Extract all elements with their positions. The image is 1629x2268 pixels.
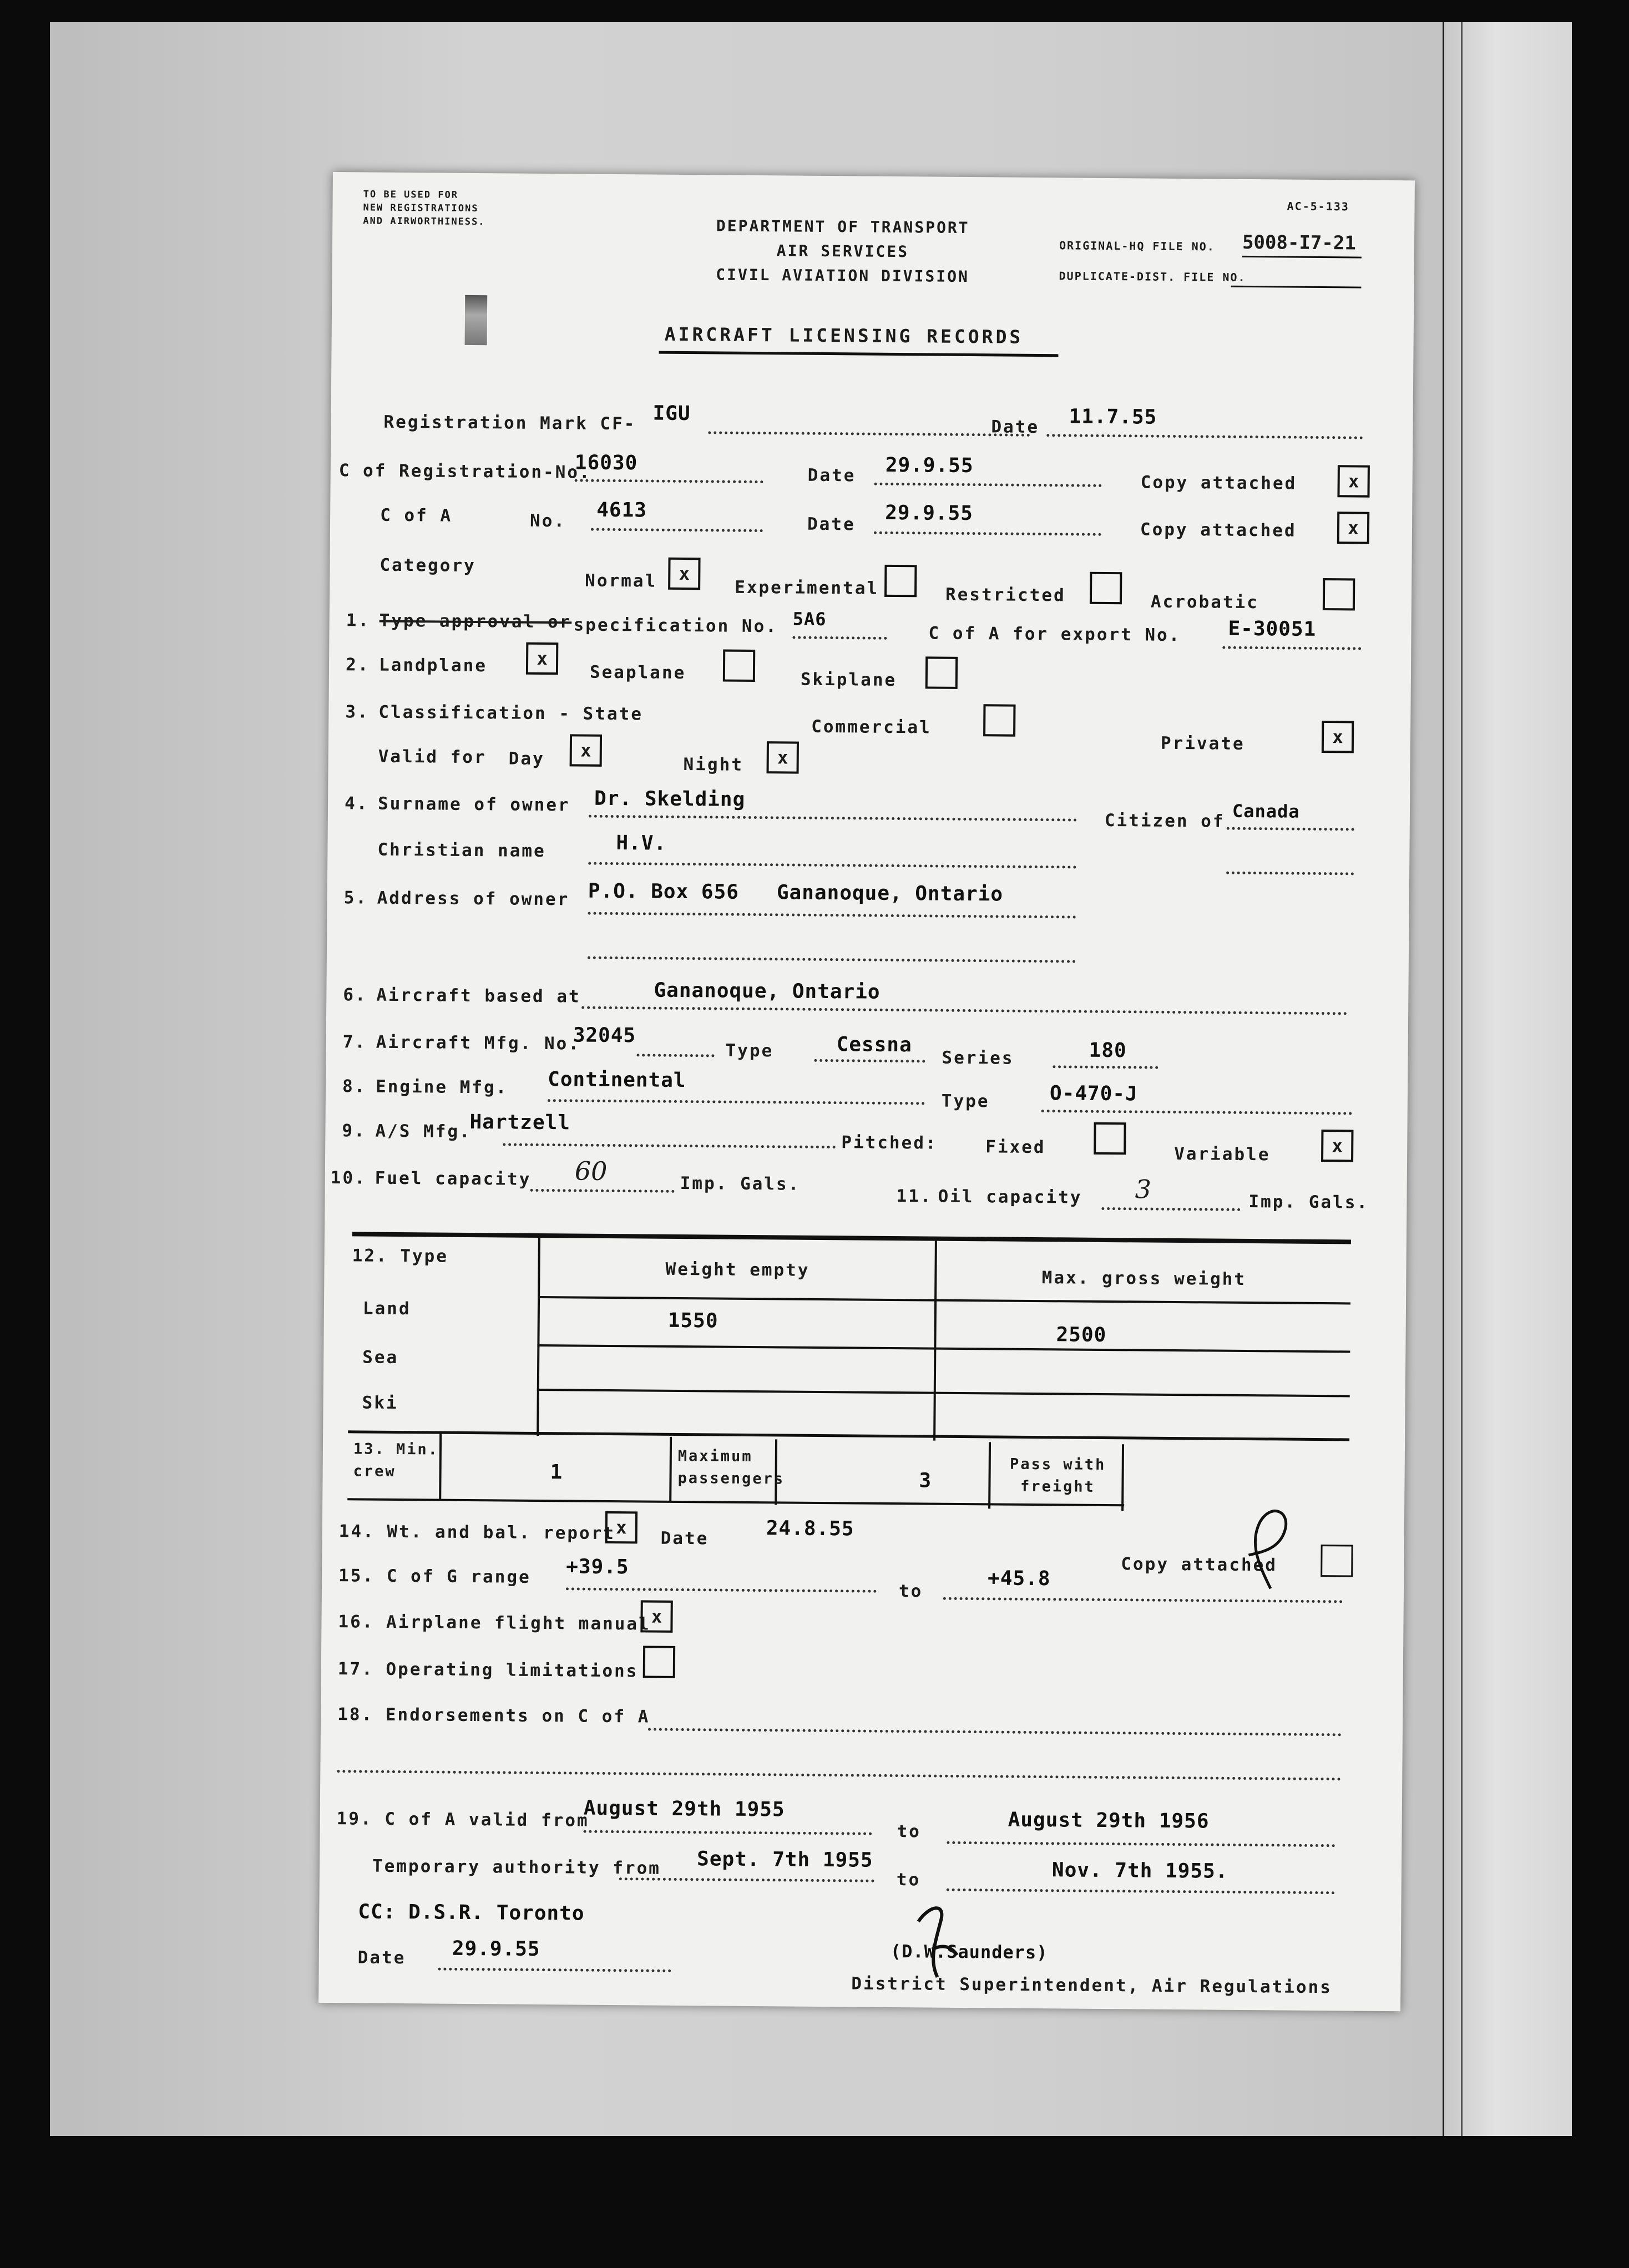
- fuel-capacity-label: Fuel capacity: [375, 1168, 532, 1189]
- engine-type-dots: [1041, 1110, 1352, 1115]
- pitch-variable-checkbox[interactable]: [1321, 1130, 1353, 1162]
- coa-copy-attached-label: Copy attached: [1140, 519, 1297, 541]
- item-9-number: 9.: [342, 1121, 366, 1141]
- dept-line-2: AIR SERVICES: [776, 241, 909, 261]
- orig-file-value: 5008-I7-21: [1242, 231, 1356, 255]
- category-acrobatic-label: Acrobatic: [1150, 591, 1259, 613]
- engine-mfg-value: Continental: [548, 1068, 686, 1092]
- category-normal-checkbox[interactable]: [668, 558, 700, 590]
- cor-copy-attached-checkbox[interactable]: [1337, 465, 1369, 497]
- engine-type-value: O-470-J: [1049, 1082, 1138, 1106]
- classification-label: Classification - State: [378, 702, 644, 725]
- cor-date-dots: [874, 483, 1102, 487]
- category-restricted-checkbox[interactable]: [1090, 572, 1122, 604]
- item-10-number: 10.: [330, 1168, 367, 1188]
- orig-file-underline: [1242, 256, 1362, 259]
- reg-date-dots: [1046, 434, 1363, 439]
- oil-capacity-dots: [1101, 1207, 1240, 1211]
- wt-bal-date-label: Date: [660, 1528, 709, 1549]
- clip-mark: [465, 295, 488, 345]
- header-note-line-1: TO BE USED FOR: [363, 189, 459, 201]
- based-at-value: Gananoque, Ontario: [654, 979, 881, 1004]
- skiplane-label: Skiplane: [800, 669, 897, 691]
- signer-name: (D.W.Saunders): [890, 1940, 1048, 1963]
- engine-mfg-dots: [548, 1099, 925, 1105]
- orig-file-label: ORIGINAL-HQ FILE NO.: [1059, 239, 1215, 254]
- item-1-number: 1.: [346, 610, 371, 631]
- check-mark: x: [777, 747, 788, 768]
- category-label: Category: [380, 555, 476, 576]
- cg-range-label: 15. C of G range: [338, 1566, 531, 1587]
- as-mfg-dots: [503, 1143, 836, 1148]
- cor-no-dots: [575, 479, 763, 483]
- coa-no-label: No.: [529, 510, 566, 531]
- based-at-dots: [581, 1006, 1347, 1015]
- category-acrobatic-checkbox[interactable]: [1323, 578, 1355, 610]
- coa-date-value: 29.9.55: [885, 501, 974, 525]
- as-mfg-value: Hartzell: [469, 1110, 571, 1135]
- crew-divider-2: [669, 1437, 672, 1502]
- reg-mark-dots: [708, 431, 1030, 437]
- spec-no-label: specification No.: [573, 615, 778, 637]
- check-mark: x: [616, 1517, 627, 1538]
- check-mark: x: [1332, 1135, 1343, 1157]
- coa-date-label: Date: [807, 514, 856, 535]
- coa-valid-from-label: 19. C of A valid from: [336, 1809, 589, 1831]
- header-note: [363, 188, 485, 229]
- engine-type-label: Type: [941, 1091, 990, 1112]
- item-2-number: 2.: [345, 655, 370, 675]
- coa-date-dots: [874, 531, 1101, 536]
- christian-name-value: H.V.: [616, 832, 667, 855]
- min-crew-value: 1: [550, 1461, 563, 1484]
- series-value: 180: [1089, 1039, 1127, 1062]
- adjacent-binder-edge: [1443, 22, 1572, 2136]
- cg-range-to: +45.8: [987, 1567, 1051, 1591]
- landplane-checkbox[interactable]: [526, 642, 558, 675]
- address-dots-1: [588, 912, 1076, 919]
- weights-row-land-gross: 2500: [1056, 1323, 1107, 1347]
- licensing-record-card: [318, 172, 1415, 2011]
- weight-empty-header: Weight empty: [665, 1259, 810, 1280]
- form-number: AC-5-133: [1287, 199, 1349, 214]
- form-title: AIRCRAFT LICENSING RECORDS: [664, 323, 1024, 348]
- crew-bottom-rule: [347, 1498, 1124, 1506]
- reg-date-label: Date: [991, 417, 1040, 438]
- wt-bal-copy-attached-checkbox[interactable]: [1321, 1545, 1353, 1577]
- citizen-dots: [1227, 827, 1354, 831]
- spec-no-value: 5A6: [792, 608, 827, 630]
- series-label: Series: [942, 1047, 1014, 1069]
- weights-row-land-empty: 1550: [667, 1309, 719, 1333]
- wt-bal-report-label: 14. Wt. and bal. report: [338, 1521, 616, 1544]
- weights-row-land-type: Land: [362, 1298, 411, 1319]
- item-1-struck-text: Type approval or: [379, 610, 572, 632]
- dept-line-1: DEPARTMENT OF TRANSPORT: [716, 216, 970, 237]
- check-mark: x: [1348, 470, 1359, 492]
- commercial-checkbox[interactable]: [983, 704, 1015, 736]
- fuel-capacity-value: 60: [574, 1156, 608, 1186]
- aircraft-type-label: Type: [725, 1040, 774, 1061]
- temp-from-dots: [619, 1877, 874, 1882]
- reg-mark-value: IGU: [652, 402, 691, 426]
- check-mark: x: [580, 740, 591, 761]
- department-heading: [687, 214, 998, 289]
- cor-date-label: Date: [807, 465, 856, 486]
- endorsements-label: 18. Endorsements on C of A: [337, 1704, 650, 1727]
- address-label: Address of owner: [377, 888, 570, 910]
- private-checkbox[interactable]: [1322, 721, 1354, 753]
- oil-imp-gals: Imp. Gals.: [1248, 1192, 1369, 1213]
- signer-title: District Superintendent, Air Regulations: [851, 1973, 1333, 1998]
- max-passengers-label: Maximum passengers: [677, 1447, 785, 1488]
- cc-distribution: CC: D.S.R. Toronto: [358, 1900, 585, 1925]
- pitched-label: Pitched:: [841, 1132, 938, 1153]
- weights-table-bottom-rule: [348, 1430, 1349, 1441]
- reg-date-value: 11.7.55: [1069, 405, 1157, 429]
- citizen-label: Citizen of: [1104, 810, 1225, 832]
- category-restricted-label: Restricted: [945, 584, 1066, 606]
- title-underline: [659, 351, 1058, 357]
- min-crew-label: 13. Min. crew: [353, 1440, 439, 1480]
- endorsements-dots-1: [648, 1728, 1342, 1737]
- fuel-imp-gals: Imp. Gals.: [680, 1173, 801, 1194]
- cor-copy-attached-label: Copy attached: [1140, 472, 1297, 494]
- cg-to-dots: [943, 1597, 1343, 1603]
- wt-bal-copy-attached-label: Copy attached: [1121, 1554, 1278, 1576]
- series-dots: [1053, 1065, 1158, 1069]
- coa-label: C of A: [380, 505, 453, 526]
- max-passengers-value: 3: [919, 1469, 932, 1492]
- seaplane-label: Seaplane: [589, 662, 686, 684]
- item-7-number: 7.: [342, 1032, 367, 1052]
- mfg-no-dots: [636, 1054, 714, 1057]
- commercial-label: Commercial: [811, 716, 932, 738]
- surname-value: Dr. Skelding: [594, 787, 746, 811]
- temp-to-dots: [947, 1889, 1335, 1894]
- max-gross-weight-header: Max. gross weight: [1041, 1268, 1247, 1289]
- coa-copy-attached-checkbox[interactable]: [1337, 512, 1369, 544]
- export-coa-value: E-30051: [1228, 617, 1317, 641]
- cor-date-value: 29.9.55: [885, 453, 974, 478]
- temp-authority-to: Nov. 7th 1955.: [1051, 1859, 1228, 1883]
- flight-manual-label: 16. Airplane flight manual: [338, 1612, 651, 1634]
- christian-name-label: Christian name: [377, 839, 546, 862]
- pass-with-freight-label: Pass with freight: [1009, 1455, 1106, 1496]
- valid-for-label: Valid for: [378, 746, 487, 768]
- weights-row-rule-1: [537, 1344, 1350, 1353]
- coa-valid-to-label: to: [897, 1821, 922, 1842]
- weights-row-rule-2: [537, 1389, 1350, 1398]
- category-normal-label: Normal: [585, 570, 657, 591]
- seaplane-checkbox[interactable]: [723, 650, 755, 682]
- landplane-label: Landplane: [378, 655, 488, 676]
- dup-file-underline: [1231, 286, 1361, 288]
- weights-type-header: 12. Type: [352, 1246, 449, 1267]
- christian-name-dots: [588, 862, 1076, 869]
- item-5-number: 5.: [343, 888, 368, 908]
- cg-range-from: +39.5: [566, 1555, 629, 1579]
- cor-label: C of Registration-No.: [338, 460, 591, 483]
- operating-limitations-checkbox[interactable]: [643, 1646, 675, 1678]
- check-mark: x: [537, 647, 548, 670]
- pitch-fixed-checkbox[interactable]: [1094, 1122, 1126, 1155]
- surname-label: Surname of owner: [377, 793, 570, 816]
- night-checkbox[interactable]: [767, 741, 799, 773]
- aircraft-type-dots: [814, 1059, 925, 1063]
- dup-file-label: DUPLICATE-DIST. FILE NO.: [1059, 269, 1246, 284]
- item-11-number: 11.: [896, 1186, 933, 1207]
- engine-mfg-label: Engine Mfg.: [375, 1076, 508, 1098]
- header-note-line-3: AND AIRWORTHINESS.: [363, 215, 485, 228]
- handwritten-tick-mark: [1237, 1500, 1299, 1594]
- temp-authority-label: Temporary authority from: [372, 1856, 661, 1879]
- footer-date-dots: [438, 1968, 671, 1972]
- surname-dots: [589, 815, 1077, 822]
- item-3-number: 3.: [345, 702, 370, 722]
- aircraft-type-value: Cessna: [836, 1033, 912, 1057]
- check-mark: x: [679, 563, 690, 585]
- export-coa-label: C of A for export No.: [928, 623, 1181, 646]
- export-coa-dots: [1222, 646, 1361, 650]
- crew-divider-4: [988, 1442, 991, 1508]
- as-mfg-label: A/S Mfg.: [375, 1121, 472, 1142]
- dept-line-3: CIVIL AVIATION DIVISION: [716, 265, 970, 286]
- fuel-capacity-dots: [530, 1189, 675, 1193]
- endorsements-dots-2: [337, 1770, 1341, 1780]
- private-label: Private: [1160, 733, 1245, 754]
- weights-header-rule: [538, 1296, 1350, 1305]
- cg-to-label: to: [898, 1581, 923, 1602]
- footer-date-label: Date: [357, 1947, 406, 1968]
- coa-valid-from-value: August 29th 1955: [583, 1796, 785, 1821]
- weights-row-sea-type: Sea: [362, 1347, 399, 1368]
- check-mark: x: [651, 1606, 662, 1627]
- temp-authority-to-label: to: [896, 1870, 921, 1890]
- item-6-number: 6.: [343, 985, 367, 1005]
- weights-table-divider-1: [537, 1236, 540, 1436]
- pitch-fixed-label: Fixed: [985, 1137, 1046, 1158]
- weights-table-top-rule: [352, 1232, 1351, 1244]
- address-dots-2: [588, 956, 1076, 963]
- coa-no-dots: [591, 528, 763, 532]
- footer-date-value: 29.9.55: [452, 1937, 540, 1961]
- temp-authority-from: Sept. 7th 1955: [696, 1847, 873, 1872]
- wt-bal-date-value: 24.8.55: [766, 1517, 854, 1541]
- night-label: Night: [683, 754, 744, 775]
- header-note-line-2: NEW REGISTRATIONS: [363, 202, 479, 215]
- skiplane-checkbox[interactable]: [925, 656, 958, 688]
- category-experimental-label: Experimental: [735, 577, 879, 599]
- flight-manual-checkbox[interactable]: [640, 1600, 672, 1632]
- oil-capacity-label: Oil capacity: [938, 1186, 1082, 1208]
- item-4-number: 4.: [344, 793, 369, 814]
- valid-to-dots: [947, 1841, 1335, 1847]
- coa-valid-to-value: August 29th 1956: [1008, 1808, 1210, 1833]
- citizen-dots-2: [1226, 872, 1354, 875]
- mfg-no-label: Aircraft Mfg. No.: [376, 1032, 581, 1054]
- oil-capacity-value: 3: [1135, 1174, 1152, 1204]
- mfg-no-value: 32045: [573, 1024, 636, 1047]
- cg-from-dots: [566, 1587, 877, 1592]
- based-at-label: Aircraft based at: [376, 985, 581, 1007]
- address-value: P.O. Box 656 Gananoque, Ontario: [588, 879, 1004, 906]
- cor-number: 16030: [574, 451, 638, 475]
- pitch-variable-label: Variable: [1174, 1143, 1271, 1165]
- citizen-value: Canada: [1232, 800, 1300, 822]
- spec-no-dots: [792, 636, 887, 640]
- coa-number: 4613: [596, 498, 647, 522]
- crew-divider-1: [439, 1434, 442, 1500]
- category-experimental-checkbox[interactable]: [884, 565, 917, 597]
- day-checkbox[interactable]: [570, 734, 602, 766]
- weights-row-ski-type: Ski: [362, 1393, 398, 1413]
- operating-limitations-label: 17. Operating limitations: [337, 1659, 639, 1682]
- reg-mark-label: Registration Mark CF-: [383, 412, 636, 434]
- check-mark: x: [1332, 726, 1343, 748]
- wt-bal-report-checkbox[interactable]: [605, 1511, 638, 1543]
- valid-from-dots: [584, 1830, 872, 1835]
- item-8-number: 8.: [342, 1076, 367, 1097]
- day-label: Day: [508, 748, 545, 770]
- check-mark: x: [1348, 517, 1359, 539]
